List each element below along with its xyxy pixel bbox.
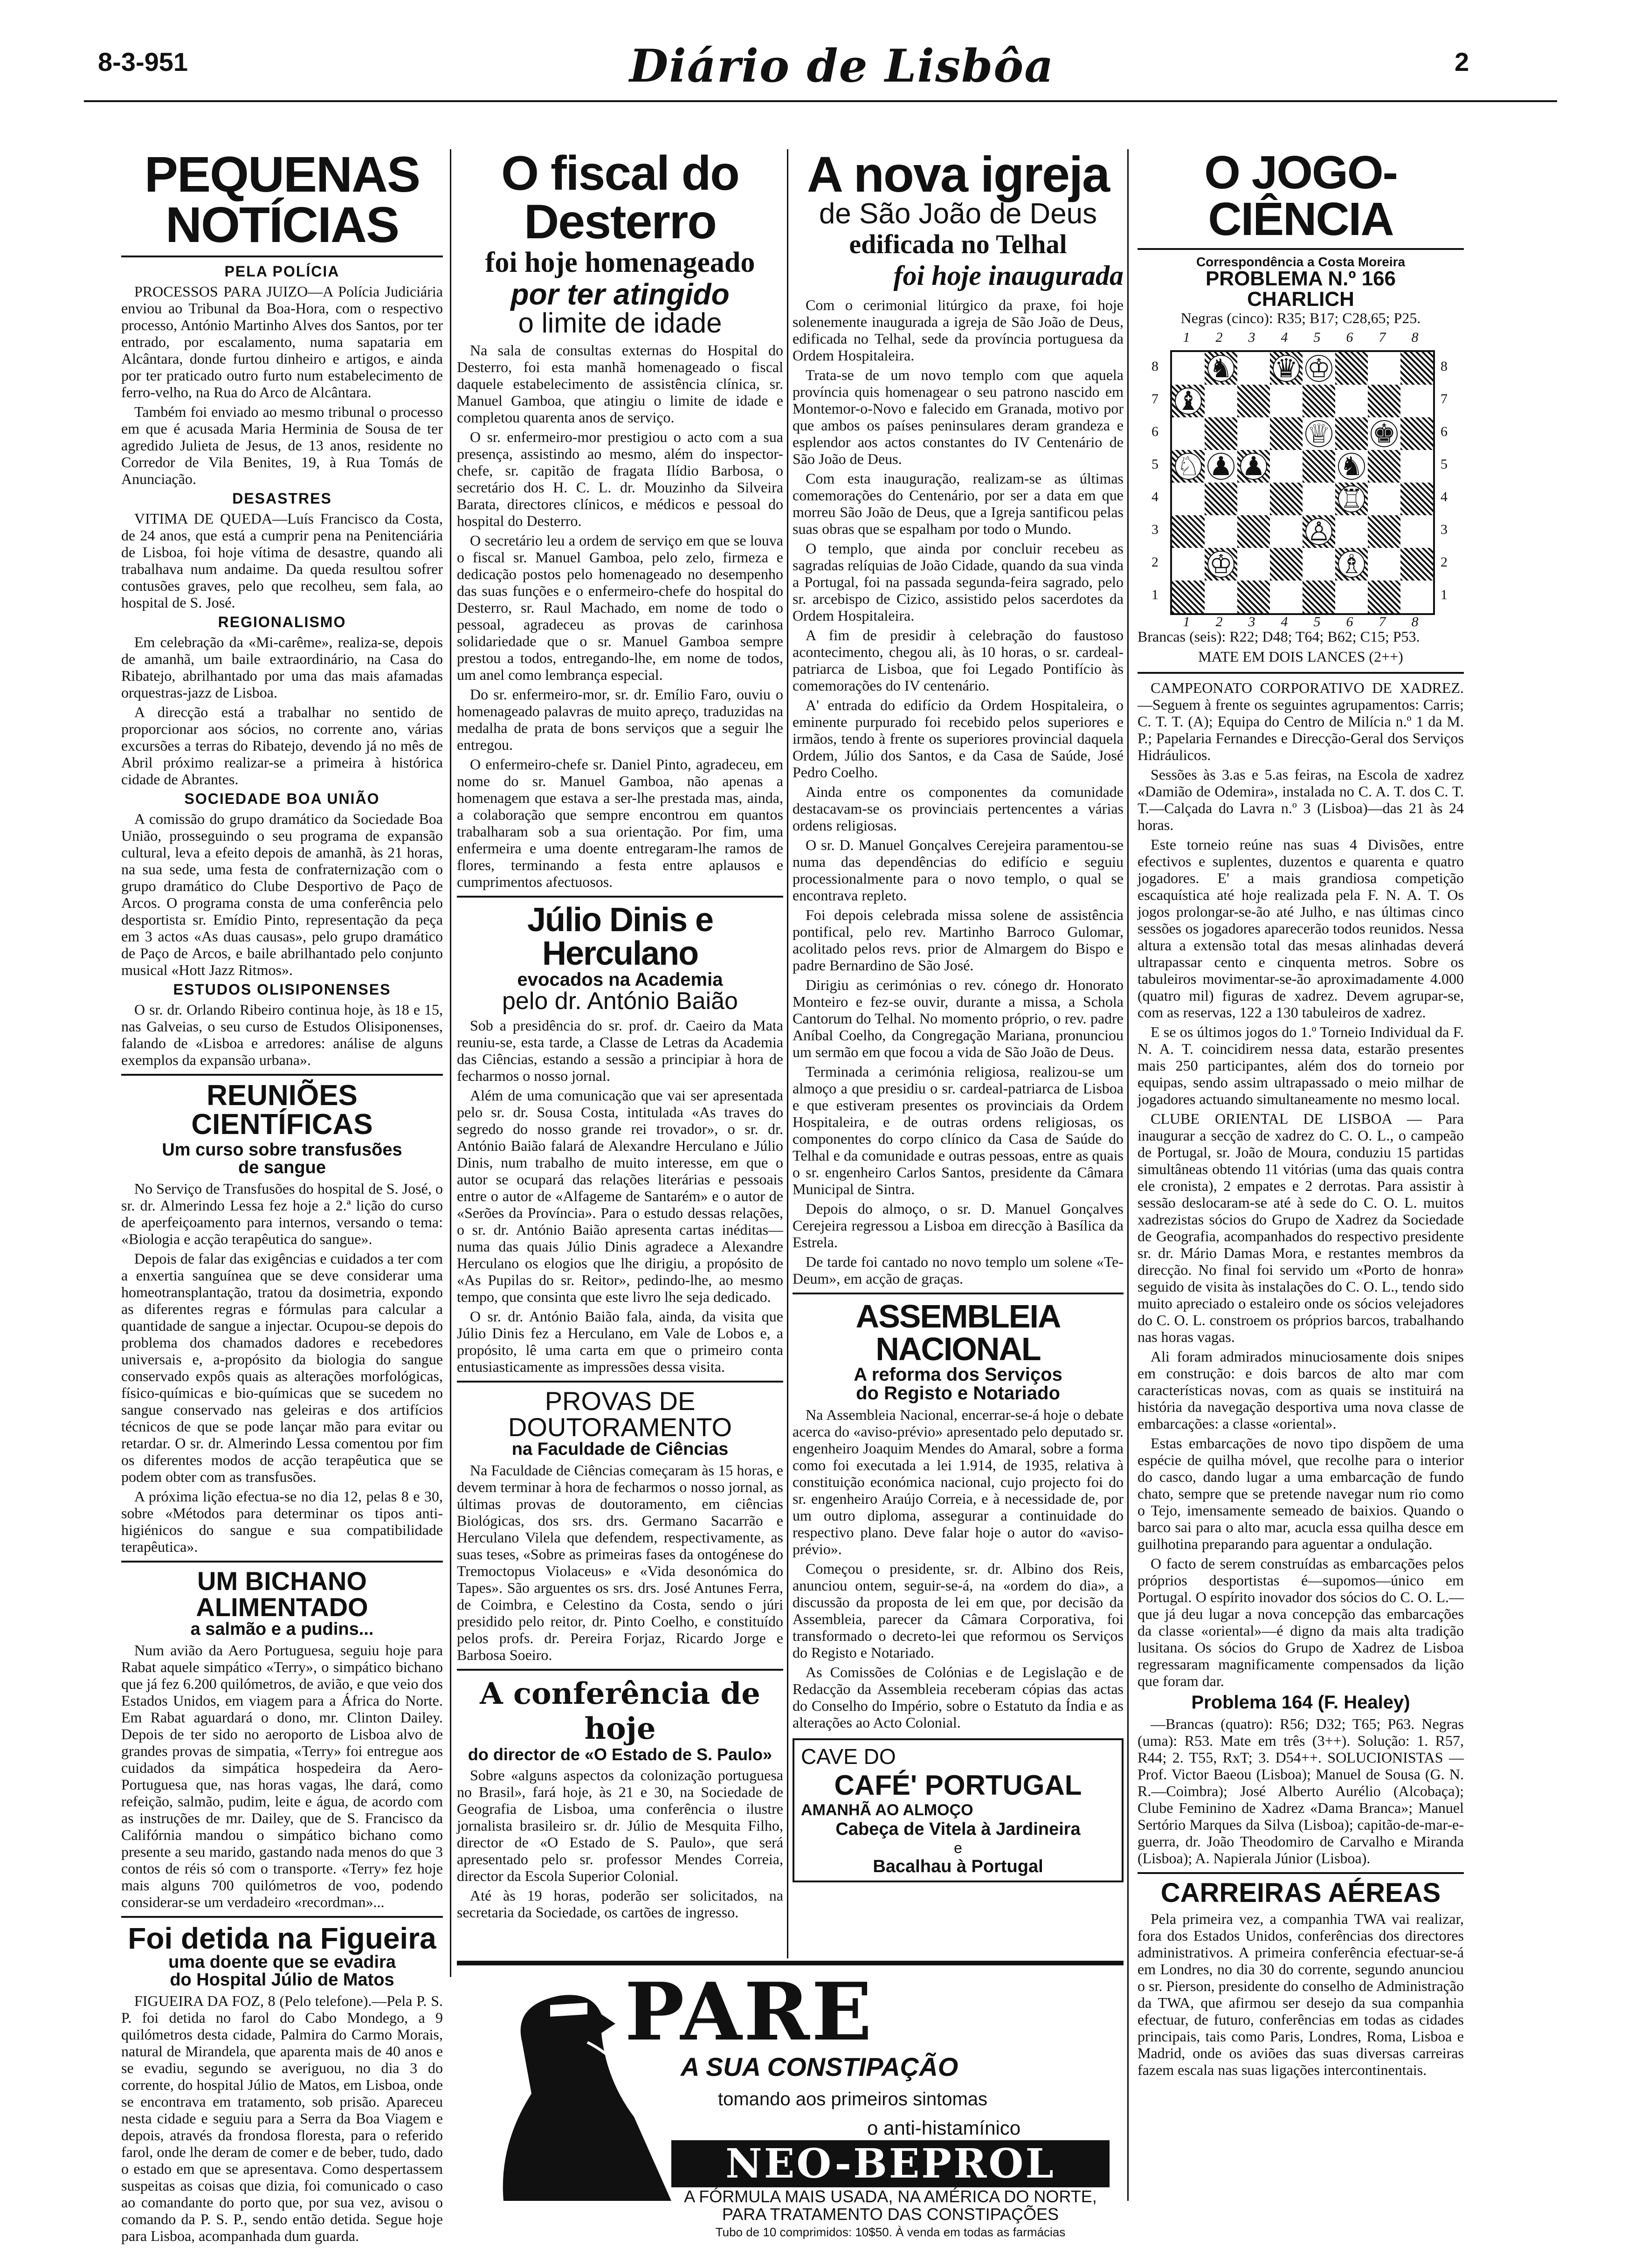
subhead: PELA POLÍCIA: [224, 263, 340, 280]
headline-deck: do director de «O Estado de S. Paulo»: [468, 1745, 772, 1764]
headline-deck: o limite de idade: [518, 307, 722, 339]
board-square: [1172, 385, 1205, 417]
article-paragraph: O sr. dr. António Baião fala, ainda, da visita que Júlio Dinis fez a Herculano, em Vale de Lobos e, a propósito, lê uma carta em que o primeiro conta entusiasticamente as impressões dessa visita.: [457, 1308, 783, 1375]
article-paragraph: Começou o presidente, sr. dr. Albino dos Reis, anunciou ontem, seguir-se-á, na «ordem do dia», a discussão da proposta de lei em que, por decisão da Assembleia, parecer da Câmara Corporativa, foi transformado o decreto-lei que reformou os Serviços do Registo e Notariado.: [793, 1560, 1124, 1661]
subhead: ESTUDOS OLISIPONENSES: [173, 981, 391, 998]
chess-piece: ♞: [1207, 355, 1235, 382]
headline: ASSEMBLEIA NACIONAL: [855, 1298, 1061, 1367]
board-square: [1303, 581, 1335, 613]
article-paragraph: Na Faculdade de Ciências começaram às 15 horas, e devem terminar à hora de fecharmos o nosso jornal, as últimas provas de doutoramento, em ciências Biológicas, dos srs. drs. Germano Sacarrão e Herculano Vilela que defendem, respectivamente, as suas teses, «Sobre as primeiras fases da ontogénese do Tremoctopus Violaceus» e «Vida desonómica do Tapes». São arguentes os srs. drs. José Antunes Ferra, de Coimbra, e Celestino da Costa, sendo o júri presidido pelo reitor, dr. Pinto Coelho, e constituído pelos profs. dr. Pereira Forjaz, Ricardo Jorge e Barbosa Soeiro.: [457, 1462, 783, 1663]
board-square: [1303, 385, 1335, 417]
cafe-advertisement: [793, 1738, 1124, 1882]
headline-deck: A reforma dos Serviços: [854, 1364, 1062, 1385]
problem-heading: Problema 164 (F. Healey): [1191, 1692, 1410, 1713]
board-square: [1400, 515, 1433, 548]
ad-line: A SUA CONSTIPAÇÃO: [681, 2052, 958, 2081]
article-paragraph: Até às 19 horas, poderão ser solicitados, na secretaria da Sociedade, os cartões de ingresso.: [457, 1887, 783, 1921]
headline-deck: foi hoje inaugurada: [893, 260, 1124, 291]
article-paragraph: Num avião da Aero Portuguesa, seguiu hoje para Rabat aquele simpático «Terry», o simpático bichano que já fez 6.200 quilómetros, de avião, e que veio dos Estados Unidos, em viagem para a África do Norte. Em Rabat aguardará o dono, mr. Clinton Dailey. Depois de ter sido no aeroporto de Lisboa alvo de grandes provas de simpatia, «Terry» foi entregue aos cuidados da simpática hospedeira da Aero-Portuguesa que, nas horas vagas, lhe dará, como refeição, salmão, pudim, leite e água, de acordo com as instruções de mr. Dailey, que de S. Francisco da Califórnia mandou o simpático bichano como presente a seu marido, gastando nada menos do que 3 contos de réis só com o transporte. «Terry» fez hoje mais alguns 700 quilómetros de voo, podendo considerar-se um verdadeiro «recordman»...: [121, 1642, 443, 1910]
masthead-rule: [84, 100, 1557, 102]
column-divider: [787, 149, 788, 1958]
headline-deck: por ter atingido: [510, 277, 730, 311]
chess-piece: ♙: [1305, 518, 1333, 546]
article-paragraph: Estas embarcações de novo tipo dispõem de uma espécie de quilha móvel, que recolhe para o interior do casco, dando lugar a uma embarcação de fundo chato, sempre que se pretende navegar num rio como o Tejo, imensamente semeado de baixios. Quando o barco sai para o alto mar, acucla essa quilha desce em guilhotina preparando para aguentar a ondulação.: [1138, 1435, 1464, 1552]
ad-line: CAVE DO: [801, 1744, 896, 1769]
headline: A nova igreja: [807, 146, 1110, 202]
article-paragraph: De tarde foi cantado no novo templo um solene «Te-Deum», em acção de graças.: [793, 1253, 1124, 1287]
article-paragraph: A próxima lição efectua-se no dia 12, pelas 8 e 30, sobre «Métodos para determinar os tipos anti-higiénicos do sangue e sua compatibilidade terapêutica».: [121, 1488, 443, 1555]
file-label: 4: [1281, 614, 1288, 629]
page-number: 2: [1455, 47, 1469, 76]
file-label: 6: [1346, 330, 1353, 345]
board-square: [1335, 417, 1368, 450]
board-square: [1335, 352, 1368, 385]
file-labels-bottom: [1170, 614, 1431, 630]
board-square: [1400, 483, 1433, 515]
section-title-jogo-ciencia: O JOGO-CIÊNCIA: [1204, 146, 1397, 245]
article-paragraph: Depois do almoço, o sr. D. Manuel Gonçalves Cerejeira regressou a Lisboa em direcção à Basílica da Estrela.: [793, 1200, 1124, 1251]
chess-diagram: [1138, 330, 1464, 628]
headline: Júlio Dinis e Herculano: [527, 901, 713, 972]
board-square: [1303, 548, 1335, 581]
ad-line: Cabeça de Vitela à Jardineira: [835, 1819, 1081, 1839]
board-square: [1172, 515, 1205, 548]
article-paragraph: Com o cerimonial litúrgico da praxe, foi hoje solenemente inaugurada a igreja de São João de Deus, edificada no Telhal, sede da província portuguesa da Ordem Hospitaleira.: [793, 297, 1124, 364]
article-paragraph: Pela primeira vez, a companhia TWA vai realizar, fora dos Estados Unidos, conferências dos directores administrativos. A primeira conferência efectuar-se-á em Londres, no dia 30 do corrente, segundo anunciou o sr. Pierson, presidente do conselho de Administração da TWA, que afirmou ser desejo da sua companhia efectuar, de futuro, conferências em todas as cidades principais, tais como Paris, Londres, Roma, Lisboa e Madrid, onde os aviões das suas diversas carreiras fazem escala nas suas ligações intercontinentais.: [1138, 1910, 1464, 2078]
board-square: [1237, 352, 1270, 385]
article-paragraph: Sob a presidência do sr. prof. dr. Caeiro da Mata reuniu-se, esta tarde, a Classe de Letras da Academia das Ciências, estando a sessão a principiar à hora de fecharmos o nosso jornal.: [457, 1017, 783, 1084]
article-paragraph: Na sala de consultas externas do Hospital do Desterro, foi esta manhã homenageado o fiscal daquele estabelecimento de assistência clínica, sr. Manuel Gamboa, que atingiu o limite de idade e completou quarenta anos de serviço.: [457, 342, 783, 426]
ad-line: o anti-histamínico: [867, 2117, 1021, 2139]
file-labels-top: [1170, 330, 1431, 346]
board-square: [1237, 450, 1270, 483]
rank-label: 8: [1151, 359, 1158, 374]
article-paragraph: Depois de falar das exigências e cuidados a ter com a enxertia sanguínea que se deve considerar uma homeotransplantação, tratou da dosimetria, expondo as diferentes regras e fórmulas para calcular a quantidade de sangue a injectar. Ocupou-se depois do problema dos chamados dadores e recebedores universais e, a-propósito da biologia do sangue conservado expôs quais as alterações morfológicas, físico-químicas e bio-químicas que se sucedem no sangue conservado nas geleiras e dos artifícios técnicos de que se pode lançar mão para evitar ou retardar. O sr. dr. Almerindo Lessa comentou por fim os diferentes modos de acção terapêutica que se podem obter com as transfusões.: [121, 1250, 443, 1485]
headline: CARREIRAS AÉREAS: [1160, 1878, 1441, 1908]
headline: REUNIÕES CIENTÍFICAS: [191, 1079, 373, 1141]
black-pieces-line: Negras (cinco): R35; B17; C28,65; P25.: [1180, 310, 1421, 326]
rank-label: 4: [1441, 489, 1448, 505]
article-paragraph: Também foi enviado ao mesmo tribunal o processo em que é acusada Maria Herminia de Sousa de ter agredido Julieta de Jesus, de 13 anos, residente no Corredor de Vila Benites, 19, à Rua Tomás de Anunciação.: [121, 403, 443, 487]
article-paragraph: Sobre «alguns aspectos da colonização portuguesa no Brasil», fará hoje, às 21 e 30, na Sociedade de Geografia de Lisboa, uma conferência o ilustre jornalista brasileiro sr. dr. Júlio de Mesquita Filho, director de «O Estado de S. Paulo», que será apresentado pelo sr. professor Mendes Correia, director da Escola Superior Colonial.: [457, 1767, 783, 1884]
rank-labels-left: [1151, 350, 1158, 611]
file-label: 4: [1281, 330, 1288, 345]
board-square: [1368, 417, 1400, 450]
subhead: REGIONALISMO: [218, 614, 346, 630]
headline: UM BICHANO ALIMENTADO: [196, 1566, 368, 1622]
article-paragraph: VITIMA DE QUEDA—Luís Francisco da Costa, de 24 anos, que está a cumprir pena na Penitenciária de Lisboa, foi hoje vítima de desastre, quando ali trabalhava num andaime. Da queda resultou sofrer contusões graves, pelo que recolheu, sem fala, ao hospital de S. José.: [121, 510, 443, 611]
ad-line: tomando aos primeiros sintomas: [718, 2089, 988, 2109]
board-square: [1205, 450, 1237, 483]
board-square: [1205, 581, 1237, 613]
article-paragraph: Trata-se de um novo templo com que aquela província quis homenagear o seu patrono nascido em Montemor-o-Novo e falecido em Granada, motivo por que ambos os países peninsulares deram grandeza e esplendor aos actos constantes do IV Centenário de São João de Deus.: [793, 366, 1124, 467]
column-3: [793, 146, 1124, 1958]
article-paragraph: CLUBE ORIENTAL DE LISBOA — Para inaugurar a secção de xadrez do C. O. L., o campeão de Portugal, sr. João de Moura, conduziu 15 partidas simultâneas obtendo 11 vitórias (uma das quais contra ele cronista), 2 empates e 2 derrotas. Para assistir à sessão deslocaram-se até à sede do C. O. L. muitos xadrezistas sócios do Grupo de Xadrez da Sociedade de Geografia, acompanhados do respectivo presidente sr. dr. Mário Damas Mora, e restantes membros da direcção. No final foi servido um «Porto de honra» seguido de visita às instalações do C. O. L., tendo sido muito apreciado o estaleiro onde os sócios velejadores do C. O. L. constroem os próprios barcos, trabalhando nas horas vagas.: [1138, 1110, 1464, 1345]
headline-deck: de sangue: [238, 1158, 326, 1177]
article-paragraph: Dirigiu as cerimónias o rev. cónego dr. Honorato Monteiro e fez-se ouvir, durante a missa, a Schola Cantorum do Telhal. No momento próprio, o rev. padre Aníbal Coelho, da Congregação Mariana, pronunciou um sermão em que focou a vida de São João de Deus.: [793, 976, 1124, 1060]
chess-piece: ♛: [1273, 355, 1300, 382]
article-paragraph: A' entrada do edifício da Ordem Hospitaleira, o eminente purpurado foi recebido pelos superiores e irmãos, tendo à frente os superiores provincial daquela Ordem, Júlio dos Santos, e da Casa de Saúde, José Pedro Coelho.: [793, 697, 1124, 781]
headline: Foi detida na Figueira: [128, 1922, 436, 1955]
article-paragraph: No Serviço de Transfusões do hospital de S. José, o sr. dr. Almerindo Lessa fez hoje a 2.ª lição do curso de aperfeiçoamento para internos, versando o tema: «Biologia e acção terapêutica do sangue».: [121, 1180, 443, 1247]
file-label: 3: [1248, 614, 1255, 629]
article-paragraph: Este torneio reúne nas suas 4 Divisões, entre efectivos e suplentes, duzentos e quarenta e quatro jogadores. E' a mais grandiosa competição escaquística até hoje realizada pela F. N. A. T. Os jogos prolongar-se-ão até Julho, e nas últimas cinco sessões os jogadores aparecerão todos reunidos. Nessa altura a extensão total das mesas alinhadas deverá ultrapassar cento e cinquenta metros. Sobre os tabuleiros movimentar-se-ão aproximadamente 4.000 (quatro mil) figuras de xadrez. Devem agrupar-se, com as reservas, 122 a 130 tabuleiros de xadrez.: [1138, 836, 1464, 1021]
rank-label: 7: [1441, 391, 1448, 407]
board-square: [1270, 548, 1303, 581]
board-square: [1400, 417, 1433, 450]
rank-label: 1: [1151, 587, 1158, 602]
article-paragraph: PROCESSOS PARA JUIZO—A Polícia Judiciária enviou ao Tribunal da Boa-Hora, com o respectivo processo, António Martinho Alves dos Santos, por ter entrado, por escalamento, numa sapataria em Alcântara, donde furtou dinheiro e artigos, e ainda por ter praticado outro furto num estabelecimento de ferro-velho, na Rua do Arco de Alcântara.: [121, 283, 443, 401]
article-paragraph: —Brancas (quatro): R56; D32; T65; P63. Negras (uma): R53. Mate em três (3++). Solução: 1. R57, R44; 2. T55, RxT; 3. D54++. SOLUCIONISTAS —Prof. Victor Baeou (Lisboa); Manuel de Sousa (G. N. R.—Coimbra); José Alberto Aurélio (Alcobaça); Clube Feminino de Xadrez «Dama Branca»; Manuel Sertório Marques da Silva (Lisboa); capitão-de-mar-e-guerra, dr. João Theodomiro de Carvalho e Miranda (Lisboa); A. Napierala Júnior (Lisboa).: [1138, 1715, 1464, 1867]
article-paragraph: Sessões às 3.as e 5.as feiras, na Escola de xadrez «Damião de Odemira», instalada no C. A. T. dos C. T. T.—Calçada do Lavra n.º 3 (Lisboa)—das 21 às 24 horas.: [1138, 766, 1464, 833]
column-4: [1138, 146, 1464, 2224]
neo-beprol-advertisement: [494, 1965, 1114, 2224]
file-label: 8: [1411, 614, 1419, 629]
headline: PROVAS DE DOUTORAMENTO: [508, 1386, 732, 1442]
board-square: [1270, 450, 1303, 483]
ad-top-rule: [457, 1961, 1124, 1965]
board-square: [1400, 548, 1433, 581]
board-square: [1237, 483, 1270, 515]
article-paragraph: Além de uma comunicação que vai ser apresentada pelo sr. dr. Sousa Costa, intitulada «As traves do segredo do nosso grande rei trovador», o sr. dr. António Baião falará de Alexandre Herculano e Júlio Dinis, num trabalho de muito interesse, em que o autor se ocupará das relações literárias e pessoais entre o autor de «Alfageme de Santarém» e o autor de «Serões da Província». Para o estudo dessas relações, o sr. dr. António Baião apresenta cartas inéditas—numa das quais Júlio Dinis agradece a Alexandre Herculano os elogios que lhe dirigiu, a propósito de «As Pupilas do sr. Reitor», pedindo-lhe, ao mesmo tempo, que consinta que este livro lhe seja dedicado.: [457, 1087, 783, 1305]
board-square: [1335, 483, 1368, 515]
headline-deck: evocados na Academia: [517, 969, 723, 990]
headline: O fiscal do Desterro: [501, 146, 739, 249]
headline-deck: de São João de Deus: [819, 198, 1097, 230]
board-square: [1237, 417, 1270, 450]
article-paragraph: A fim de presidir à celebração do faustoso acontecimento, chegou ali, às 10 horas, o sr. cardeal-patriarca de Lisboa, que foi Legado Pontifício às comemorações do IV centenário.: [793, 627, 1124, 694]
article-paragraph: Terminada a cerimónia religiosa, realizou-se um almoço a que presidiu o sr. cardeal-patriarca de Lisboa e que estiveram presentes os provinciais da Ordem Hospitaleira, e de outras ordens religiosas, os componentes do corpo clínico da Casa de Saúde do Telhal e da comunidade e outras pessoas, entre as quais o sr. engenheiro Carlos Santos, presidente da Câmara Municipal de Sintra.: [793, 1063, 1124, 1197]
article-paragraph: O facto de serem construídas as embarcações pelos próprios desportistas é—supomos—único em Portugal. O espírito inovador dos sócios do C. O. L.—que já deu lugar a nova concepção das embarcações da classe «oriental»—é digno da mais alta tradição lusitana. Os sócios do Grupo de Xadrez de Lisboa regressaram magnificamente compensados da lição que foram dar.: [1138, 1555, 1464, 1689]
board-square: [1335, 515, 1368, 548]
headline-deck: na Faculdade de Ciências: [511, 1439, 729, 1459]
article-paragraph: Do sr. enfermeiro-mor, sr. dr. Emílio Faro, ouviu o homenageado palavras de muito apreço, traduzidas na medalha de prata de bons serviços que a seguir lhe entregou.: [457, 686, 783, 753]
file-label: 1: [1183, 614, 1190, 629]
rank-label: 1: [1441, 587, 1448, 602]
chess-piece: ♟: [1240, 453, 1268, 480]
file-label: 2: [1215, 330, 1223, 345]
article-paragraph: Com esta inauguração, realizam-se as últimas comemorações do Centenário, por ser a data em que morreu São João de Deus, que a Igreja santificou pelas suas obras que se espalham por todo o Mundo.: [793, 470, 1124, 537]
article-paragraph: A comissão do grupo dramático da Sociedade Boa União, prosseguindo o seu programa de expansão cultural, leva a efeito depois de amanhã, às 21 horas, na sua sede, uma festa de confraternização com o grupo dramático do Clube Desportivo de Paço de Arcos. O programa consta de uma conferência pelo desportista sr. Emídio Pinto, representação da peça em 3 actos «As duas causas», pelo grupo dramático de Paço de Arcos, e baile abrilhantado pelo conjunto musical «Hott Jazz Ritmos».: [121, 810, 443, 978]
board-square: [1237, 548, 1270, 581]
file-label: 3: [1248, 330, 1255, 345]
board-square: [1172, 548, 1205, 581]
column-2: [457, 146, 783, 1968]
file-label: 5: [1313, 614, 1321, 629]
file-label: 1: [1183, 330, 1190, 345]
ad-line: A FÓRMULA MAIS USADA, NA AMÉRICA DO NORTE,: [684, 2187, 1097, 2206]
article-paragraph: Na Assembleia Nacional, encerrar-se-á hoje o debate acerca do «aviso-prévio» apresentado pelo deputado sr. engenheiro Joaquim Mendes do Amaral, sobre a forma como foi executada a lei 1.914, de 1935, relativa à constituição económica nacional, cujo projecto foi do sr. engenheiro Araújo Correia, e à necessidade de, por um outro diploma, assegurar a continuidade do respectivo plano. Deve falar hoje o autor do «aviso-prévio».: [793, 1406, 1124, 1557]
article-paragraph: Foi depois celebrada missa solene de assistência pontifical, pelo rev. Martinho Barroco Gulomar, acolitado pelos revs. prior de Almargem do Bispo e padre Bernardino de São José.: [793, 906, 1124, 974]
headline-deck: Um curso sobre transfusões: [162, 1140, 402, 1160]
board-square: [1205, 417, 1237, 450]
article-paragraph: E se os últimos jogos do 1.º Torneio Individual da F. N. A. T. coincidirem nessa data, estarão presentes mais 250 participantes, além dos do torneio por equipas, sendo assim ultrapassado o meio milhar de jogadores actuando simultaneamente no mesmo local.: [1138, 1023, 1464, 1107]
article-paragraph: O templo, que ainda por concluir recebeu as sagradas relíquias de João Cidade, quando da sua vinda a Portugal, foi na passada segunda-feira sagrado, pelo sr. arcebispo de Cizico, assistido pelos sacerdotes da Ordem Hospitaleira.: [793, 540, 1124, 624]
article-paragraph: O sr. D. Manuel Gonçalves Cerejeira paramentou-se numa das dependências do edifício e seguiu processionalmente para o novo templo, o qual se encontrava repleto.: [793, 837, 1124, 904]
chess-piece: ♟: [1207, 453, 1235, 480]
board-square: [1205, 515, 1237, 548]
board-square: [1303, 483, 1335, 515]
board-square: [1172, 352, 1205, 385]
white-pieces-line: Brancas (seis): R22; D48; T64; B62; C15; P53.: [1138, 628, 1420, 645]
article-paragraph: O sr. dr. Orlando Ribeiro continua hoje, às 18 e 15, nas Galveias, o seu curso de Estudos Olisiponenses, falando de «Lisboa e arredores: análise de alguns exemplos da expansão urbana».: [121, 1001, 443, 1068]
board-square: [1270, 515, 1303, 548]
rank-label: 6: [1441, 424, 1448, 439]
board-square: [1335, 548, 1368, 581]
ad-line: PARA TRATAMENTO DAS CONSTIPAÇÕES: [722, 2205, 1059, 2224]
board-square: [1368, 548, 1400, 581]
chess-piece: ♔: [1207, 551, 1235, 578]
rank-label: 8: [1441, 359, 1448, 374]
chess-piece: ♖: [1338, 485, 1365, 513]
board-square: [1303, 352, 1335, 385]
file-label: 8: [1411, 330, 1419, 345]
board-square: [1400, 352, 1433, 385]
article-paragraph: O sr. enfermeiro-mor prestigiou o acto com a sua presença, assistindo ao mesmo, além do inspector-chefe, sr. capitão de fragata Ilídio Barbosa, o secretário dos H. C. L. dr. Mouzinho da Silveira Barata, directores clínicos, e médicos e pessoal do hospital do Desterro.: [457, 429, 783, 529]
board-square: [1303, 417, 1335, 450]
board-square: [1400, 385, 1433, 417]
headline-deck: foi hoje homenageado: [485, 247, 755, 278]
subhead: SOCIEDADE BOA UNIÃO: [184, 790, 380, 807]
ad-line: CAFÉ' PORTUGAL: [834, 1770, 1082, 1801]
file-label: 6: [1346, 614, 1353, 629]
board-square: [1368, 352, 1400, 385]
board-square: [1368, 450, 1400, 483]
headline-deck: a salmão e a pudins...: [190, 1619, 374, 1639]
headline-deck: do Registo e Notariado: [856, 1383, 1060, 1404]
board-square: [1270, 417, 1303, 450]
chess-piece: ♞: [1338, 453, 1365, 480]
rank-label: 3: [1151, 522, 1158, 537]
problem-author: CHARLICH: [1247, 288, 1354, 311]
board-square: [1270, 581, 1303, 613]
column-divider: [1127, 149, 1129, 2201]
file-label: 5: [1313, 330, 1321, 345]
chess-piece: ♕: [1305, 420, 1333, 448]
board-square: [1270, 483, 1303, 515]
headline-deck: edificada no Telhal: [849, 229, 1067, 259]
subhead: DESASTRES: [232, 490, 332, 507]
correspondence-line: Correspondência a Costa Moreira: [1196, 255, 1406, 269]
headline: A conferência de hoje: [480, 1676, 760, 1746]
article-paragraph: Em celebração da «Mi-carême», realiza-se, depois de amanhã, um baile extraordinário, na Casa do Ribatejo, abrilhantado por uma das mais afamadas orquestras-jazz de Lisboa.: [121, 634, 443, 701]
article-paragraph: O enfermeiro-chefe sr. Daniel Pinto, agradeceu, em nome do sr. Manuel Gamboa, não apenas a homenagem que estava a ser-lhe prestada mas, ainda, a colaboração que sempre encontrou em quantos trabalharam sob a sua orientação. Por fim, uma enfermeira e uma doente entregaram-lhe ramos de flores, terminando a festa entre aplausos e cumprimentos afectuosos.: [457, 756, 783, 890]
column-divider: [450, 149, 451, 1977]
rank-label: 2: [1151, 554, 1158, 570]
chess-piece: ♝: [1175, 387, 1202, 415]
column-1: [121, 146, 443, 2244]
ad-line: e: [954, 1839, 962, 1856]
article-paragraph: FIGUEIRA DA FOZ, 8 (Pelo telefone).—Pela P. S. P. foi detida no farol do Cabo Mondego, a 9 quilómetros desta cidade, Palmira do Carmo Morais, natural de Mirandela, que aparenta mais de 40 anos e se evadiu, segundo se averiguou, no dia 3 do corrente, do hospital Júlio de Matos, em Lisboa, onde se encontrava em tratamento, sob prisão. Apareceu nesta cidade e seguiu para a Serra da Boa Viagem e depois, através da frondosa floresta, para o referido farol, onde lhe deram de comer e de beber, tudo, dado o estado em que se apresentava. Como despertassem suspeitas as coisas que dizia, foi comunicado o caso ao comandante do porto que, por sua vez, avisou o comando da P. S. P., sendo então detida. Segue hoje para Lisboa, acompanhada dum guarda.: [121, 1992, 443, 2244]
article-paragraph: A direcção está a trabalhar no sentido de proporcionar aos sócios, no corrente ano, várias excursões a terras do Ribatejo, devendo já no mês de Abril próximo realizar-se a primeira à histórica cidade de Abrantes.: [121, 704, 443, 788]
newspaper-title: Diário de Lisbôa: [629, 40, 1055, 92]
file-label: 7: [1379, 330, 1386, 345]
rank-labels-right: [1441, 350, 1448, 611]
board-square: [1368, 581, 1400, 613]
board-square: [1205, 483, 1237, 515]
article-paragraph: Ali foram admirados minuciosamente dois snipes em construção: e dois barcos de alto mar com características novas, com as quais se instituirá na história da navegação desportiva uma nova classe de embarcações: a classe «oriental».: [1138, 1348, 1464, 1432]
ad-price-line: Tubo de 10 comprimidos: 10$50. À venda em todas as farmácias: [715, 2225, 1066, 2239]
chess-piece: ♗: [1338, 551, 1365, 578]
board-square: [1368, 483, 1400, 515]
article-paragraph: CAMPEONATO CORPORATIVO DE XADREZ.—Seguem à frente os seguintes agrupamentos: Carris; C. T. T. (A); Equipa do Centro de Milícia n.º 1 da M. P.; Papelaria Fernandes e Direcção-Geral dos Serviços Hidráulicos.: [1138, 679, 1464, 763]
board-square: [1205, 352, 1237, 385]
board-square: [1400, 581, 1433, 613]
board-square: [1368, 515, 1400, 548]
file-label: 7: [1379, 614, 1386, 629]
board-square: [1368, 385, 1400, 417]
chess-piece: ♚: [1371, 420, 1398, 448]
board-square: [1303, 450, 1335, 483]
board-square: [1270, 385, 1303, 417]
rank-label: 5: [1151, 456, 1158, 472]
board-square: [1303, 515, 1335, 548]
rank-label: 4: [1151, 489, 1158, 505]
board-square: [1335, 581, 1368, 613]
board-square: [1172, 450, 1205, 483]
mate-instruction: MATE EM DOIS LANCES (2++): [1198, 648, 1403, 665]
problem-number: PROBLEMA N.º 166: [1205, 267, 1396, 290]
board-square: [1335, 450, 1368, 483]
ad-product-name: NEO-BEPROL: [671, 2140, 1110, 2187]
board-square: [1172, 483, 1205, 515]
board-square: [1205, 548, 1237, 581]
chess-board: [1170, 350, 1435, 615]
board-square: [1237, 515, 1270, 548]
rank-label: 6: [1151, 424, 1158, 439]
rank-label: 5: [1441, 456, 1448, 472]
rank-label: 2: [1441, 554, 1448, 570]
issue-date: 8-3-951: [98, 47, 188, 76]
section-title-pequenas-noticias: PEQUENAS NOTÍCIAS: [144, 146, 420, 253]
ad-headline: PARE: [625, 1965, 874, 2059]
chess-piece: ♔: [1305, 355, 1333, 382]
board-square: [1400, 450, 1433, 483]
board-square: [1172, 581, 1205, 613]
headline-deck: do Hospital Júlio de Matos: [170, 1970, 394, 1990]
rank-label: 7: [1151, 391, 1158, 407]
ad-line: Bacalhau à Portugal: [873, 1857, 1043, 1876]
board-square: [1237, 581, 1270, 613]
headline-deck: uma doente que se evadira: [168, 1952, 396, 1972]
headline-deck: pelo dr. António Baião: [502, 988, 738, 1015]
article-paragraph: Ainda entre os componentes da comunidade destacavam-se os provinciais pertencentes a várias ordens religiosas.: [793, 783, 1124, 834]
board-square: [1237, 385, 1270, 417]
article-paragraph: As Comissões de Colónias e de Legislação e de Redacção da Assembleia receberam cópias das actas do Conselho do Império, sobre o Estatuto da Índia e as alterações ao Acto Colonial.: [793, 1664, 1124, 1731]
article-paragraph: O secretário leu a ordem de serviço em que se louva o fiscal sr. Manuel Gamboa, pelo zelo, firmeza e dedicação postos pelo homenageado no desempenho das suas funções e o enfermeiro-chefe do hospital do Desterro, sr. Raul Machado, em nome de todo o pessoal, agradeceu as provas de carinhosa solidariedade que o sr. Manuel Gamboa sempre prestou a todos, entregando-lhe, em nome de todos, um anel como lembrança especial.: [457, 532, 783, 683]
board-square: [1335, 385, 1368, 417]
board-square: [1205, 385, 1237, 417]
rank-label: 3: [1441, 522, 1448, 537]
file-label: 2: [1215, 614, 1223, 629]
board-square: [1270, 352, 1303, 385]
chess-piece: ♘: [1175, 453, 1202, 480]
board-square: [1172, 417, 1205, 450]
ad-line: AMANHÃ AO ALMOÇO: [801, 1801, 973, 1819]
